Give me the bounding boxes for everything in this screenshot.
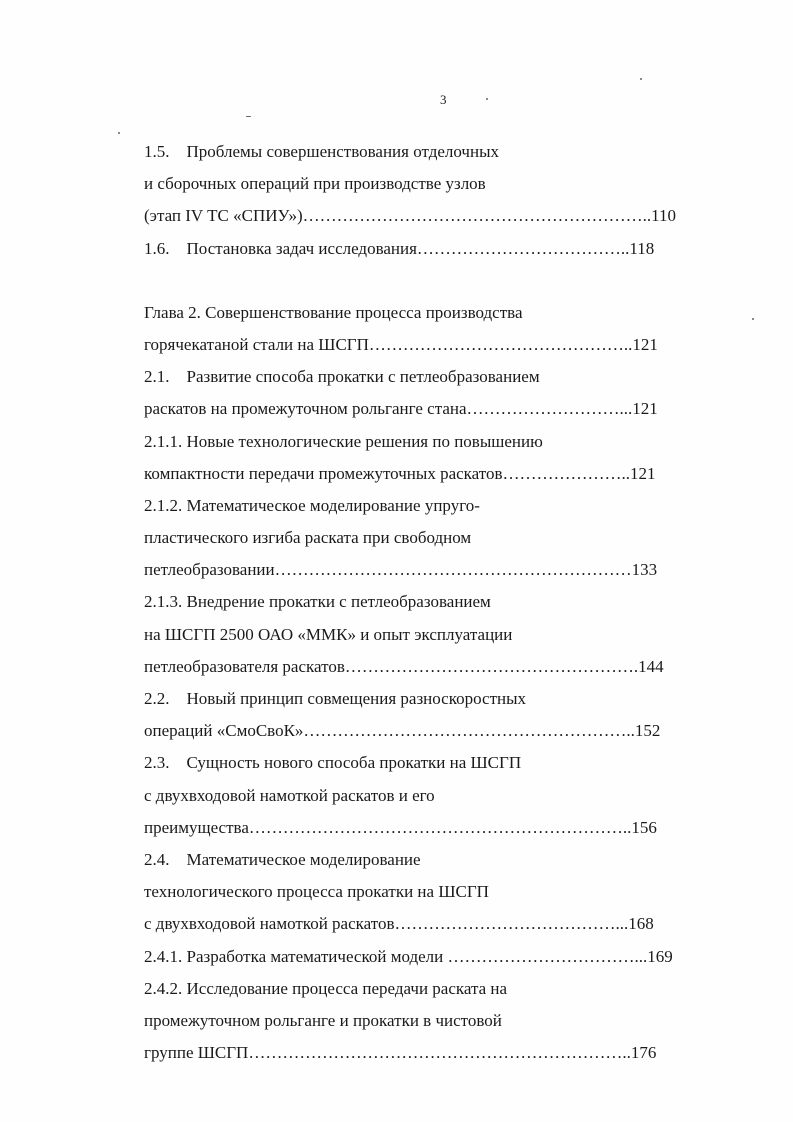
scan-speck (486, 98, 488, 100)
table-of-contents (144, 136, 716, 1069)
toc-spacer (144, 265, 716, 297)
scan-speck (752, 318, 754, 320)
toc-line: петлеобразовании………………………………………………………133 (144, 560, 658, 580)
toc-line: раскатов на промежуточном рольганге стана………………………...121 (144, 399, 658, 419)
toc-line: 1.6. Постановка задач исследования………………………………..118 (144, 238, 655, 258)
toc-line: петлеобразователя раскатов…………………………………………….144 (144, 656, 664, 676)
toc-line: 2.4.2. Исследование процесса передачи раската на (144, 978, 508, 998)
toc-line: 2.4. Математическое моделирование (144, 849, 421, 869)
toc-line: 1.5. Проблемы совершенствования отделочных (144, 142, 499, 161)
scan-speck (246, 116, 251, 117)
toc-line: промежуточном рольганге и прокатки в чистовой (144, 1010, 502, 1030)
toc-line: 2.1.3. Внедрение прокатки с петлеобразованием (144, 592, 491, 612)
toc-line: 2.4.1. Разработка математической модели ……………………………...169 (144, 946, 673, 966)
toc-line: пластического изгиба раската при свободном (144, 528, 472, 548)
toc-line: (этап IV ТС «СПИУ»)……………………………………………………..110 (144, 206, 677, 226)
toc-line: группе ШСГП…………………………………………………………..176 (144, 1043, 657, 1063)
toc-line: с двухвходовой намоткой раскатов…………………………………...168 (144, 914, 654, 934)
page-number: 3 (440, 92, 447, 107)
toc-line: Глава 2. Совершенствование процесса производства (144, 302, 523, 322)
toc-line: технологического процесса прокатки на ШСГП (144, 882, 489, 902)
toc-line: горячекатаной стали на ШСГП………………………………………..121 (144, 334, 658, 354)
toc-line: 2.1.1. Новые технологические решения по повышению (144, 431, 543, 451)
scan-speck (118, 132, 120, 134)
toc-line: компактности передачи промежуточных раскатов…………………..121 (144, 463, 656, 483)
toc-line: 2.1.2. Математическое моделирование упруго- (144, 495, 480, 515)
toc-line: с двухвходовой намоткой раскатов и его (144, 785, 435, 805)
toc-line: и сборочных операций при производстве узлов (144, 174, 486, 194)
scan-speck (640, 78, 642, 80)
toc-line: на ШСГП 2500 ОАО «ММК» и опыт эксплуатации (144, 624, 513, 644)
toc-line: 2.2. Новый принцип совмещения разноскоростных (144, 689, 527, 708)
toc-line: преимущества…………………………………………………………..156 (144, 817, 657, 837)
toc-line: операций «СмоСвоК»…………………………………………………..152 (144, 721, 661, 741)
toc-line: 2.1. Развитие способа прокатки с петлеобразованием (144, 367, 540, 387)
toc-line: 2.3. Сущность нового способа прокатки на ШСГП (144, 753, 522, 773)
